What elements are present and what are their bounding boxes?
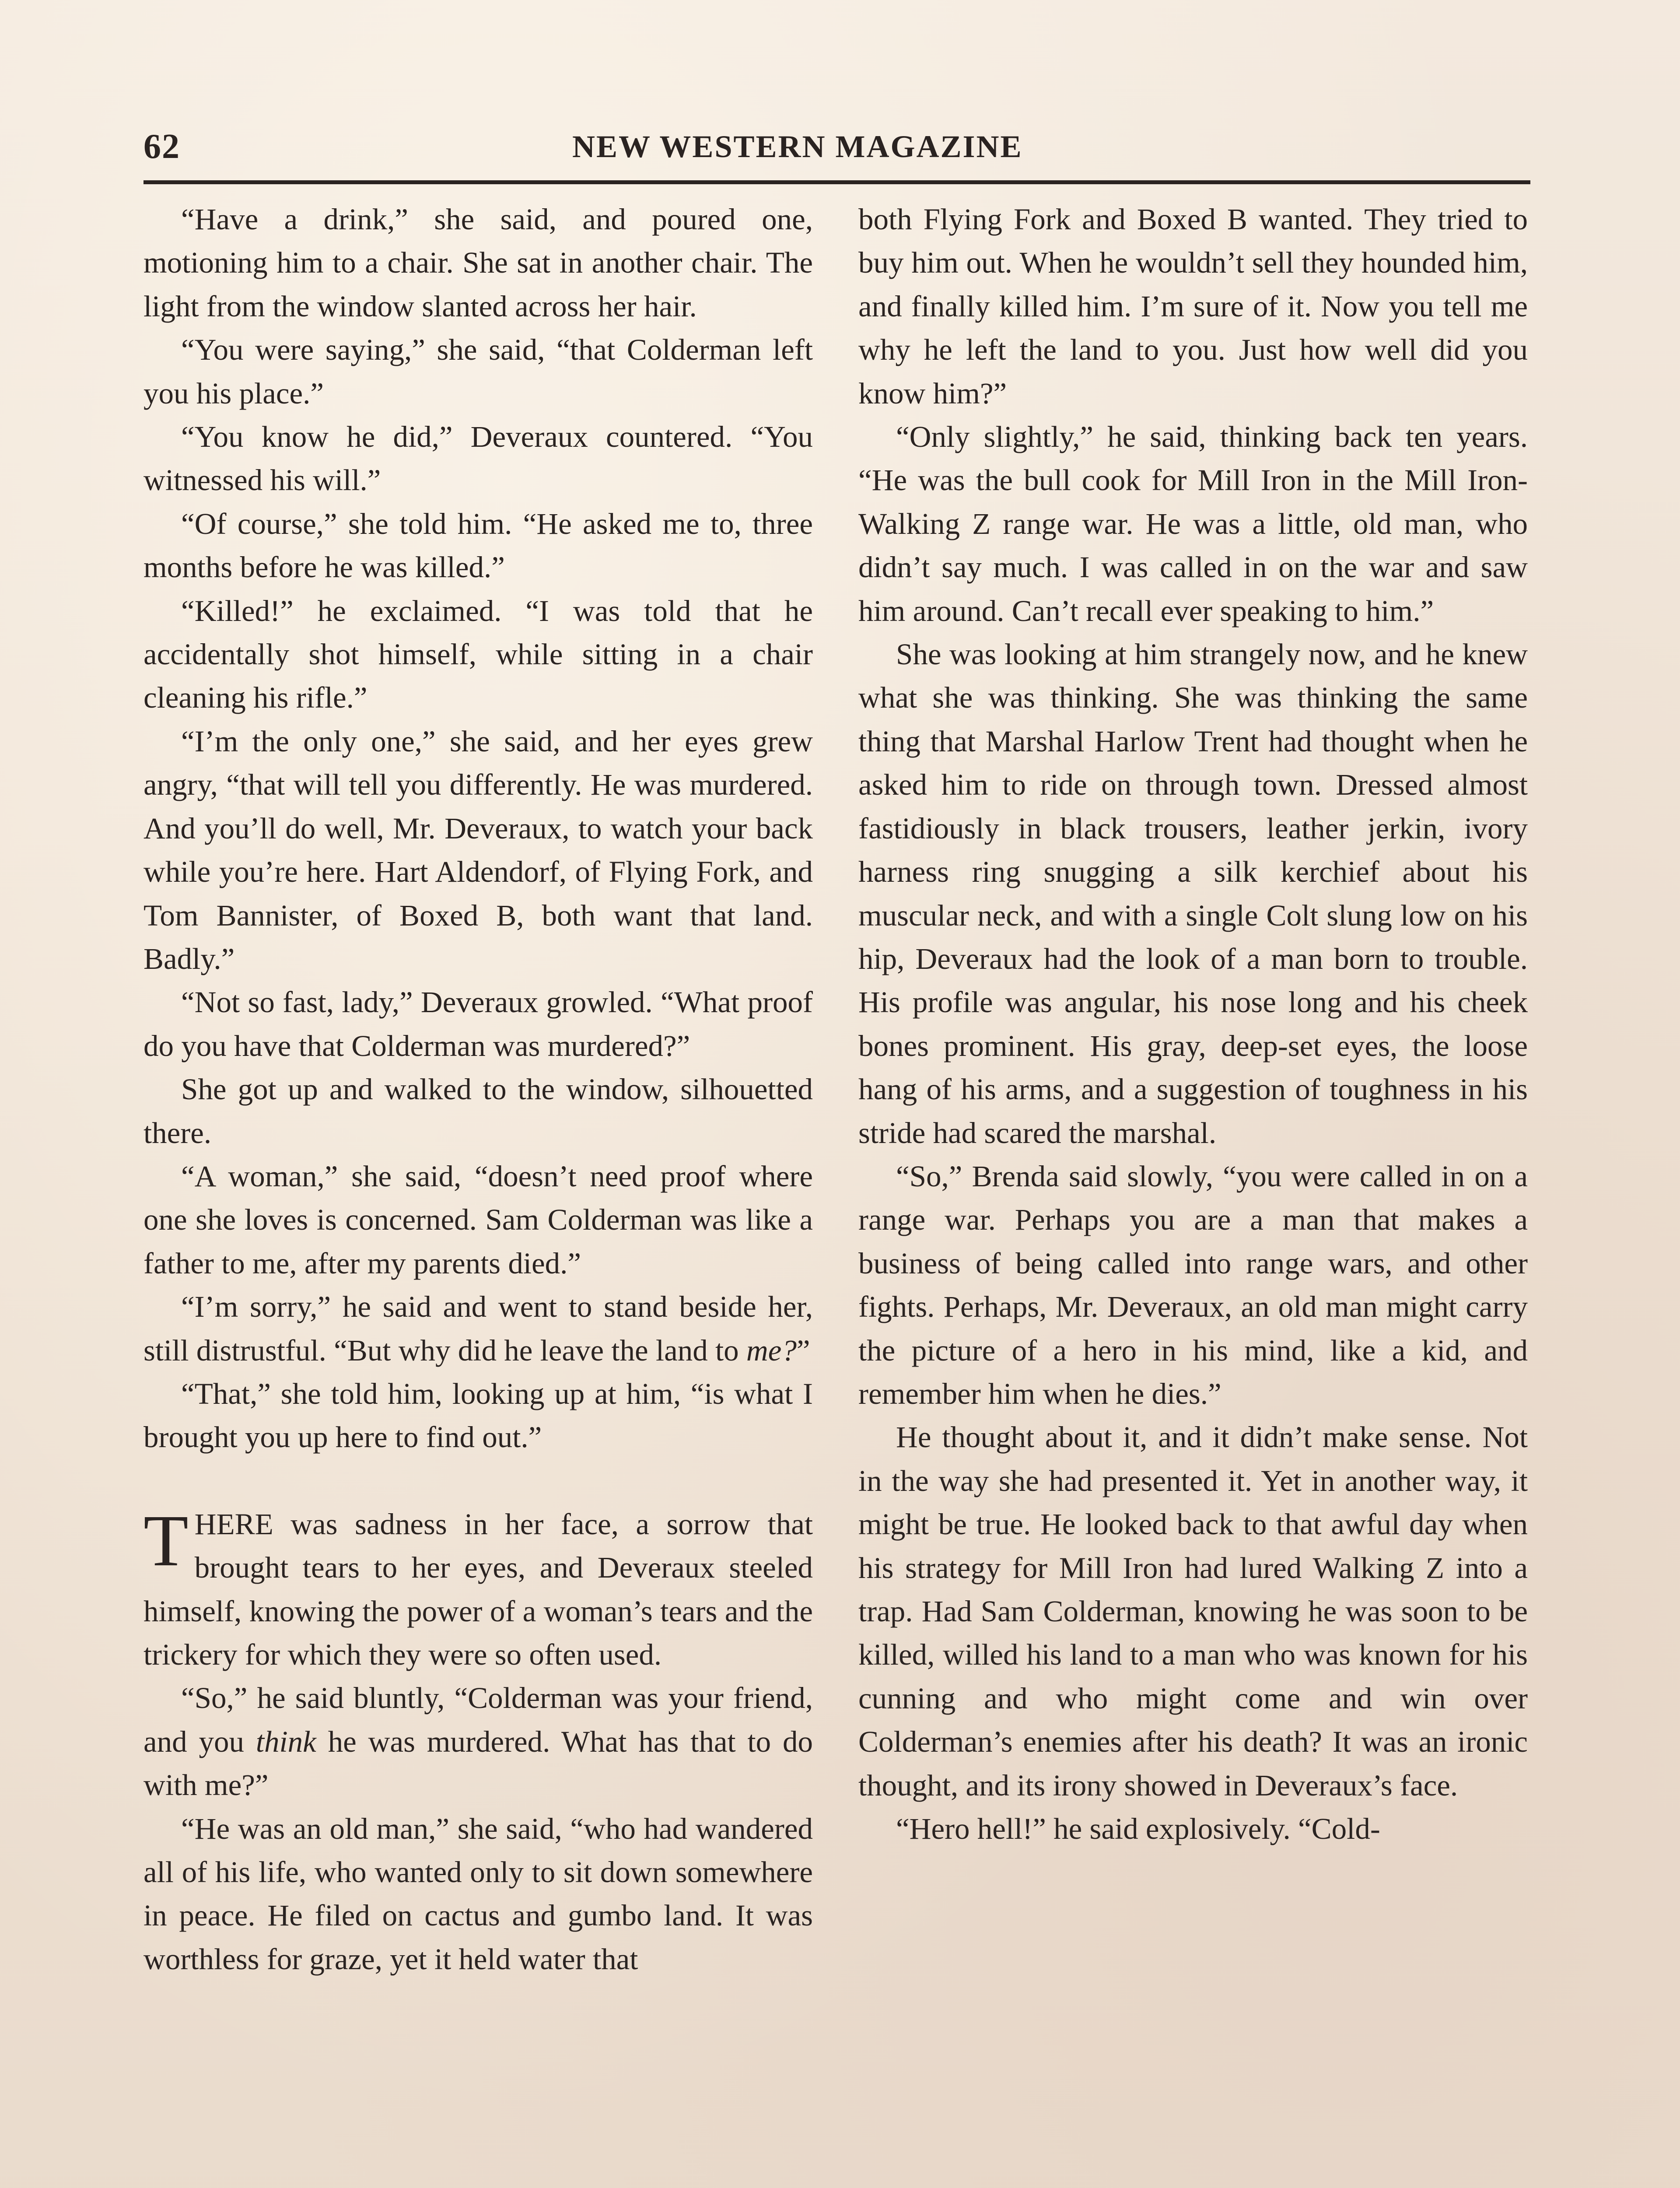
paragraph: “That,” she told him, looking up at him, “is what I brought you up here to find out.” bbox=[144, 1377, 813, 1454]
emphasis-text: me? bbox=[746, 1333, 797, 1367]
magazine-title: NEW WESTERN MAGAZINE bbox=[572, 129, 1023, 164]
paragraph bbox=[144, 1285, 813, 1372]
paragraph: “A woman,” she said, “doesn’t need proof where one she loves is concerned. Sam Colderman was like a father to me, after my parents died.” bbox=[144, 1159, 813, 1280]
paragraph: “Killed!” he exclaimed. “I was told that he accidentally shot himself, while sitting in a chair cleaning his rifle.” bbox=[144, 594, 813, 715]
paragraph bbox=[144, 1676, 813, 1807]
section-opening-paragraph bbox=[144, 1500, 813, 1677]
emphasis-text: think bbox=[256, 1725, 316, 1758]
drop-cap: T bbox=[144, 1500, 189, 1581]
paragraph: “Of course,” she told him. “He asked me to, three months before he was killed.” bbox=[144, 507, 813, 584]
paragraph: “You know he did,” Deveraux countered. “You witnessed his will.” bbox=[144, 420, 813, 497]
page-header bbox=[144, 127, 1530, 184]
page-number: 62 bbox=[144, 127, 180, 166]
text-run: HERE was sadness in her face, a sorrow that brought tears to her eyes, and Deveraux steeled himself, knowing the power of a woman’s tears and the trickery for which they were so often used. bbox=[144, 1507, 813, 1671]
header-rule bbox=[144, 180, 1530, 184]
paragraph: “Hero hell!” he said explosively. “Cold- bbox=[896, 1812, 1380, 1846]
text-run: “So,” he said bluntly, “Colderman was your friend, and you bbox=[144, 1681, 813, 1758]
text-run: “I’m sorry,” he said and went to stand beside her, still distrustful. “But why did he leave the land to bbox=[144, 1290, 813, 1367]
continued-paragraph: both Flying Fork and Boxed B wanted. They tried to buy him out. When he wouldn’t sell they hounded him, and finally killed him. I’m sure of it. Now you tell me why he left the land to you. Just how well did you know him?” bbox=[858, 203, 1528, 410]
paragraph: She was looking at him strangely now, and he knew what she was thinking. She was thinking the same thing that Marshal Harlow Trent had thought when he asked him to ride on through town. Dressed almost fastidiously in black trousers, leather jerkin, ivory harness ring snugging a silk kerchief about his muscular neck, and with a single Colt slung low on his hip, Deveraux had the look of a man born to trouble. His profile was angular, his nose long and his cheek bones prominent. His gray, deep-set eyes, the loose hang of his arms, and a suggestion of toughness in his stride had scared the marshal. bbox=[858, 638, 1528, 1150]
paragraph: “Have a drink,” she said, and poured one, motioning him to a chair. She sat in another chair. The light from the window slanted across her hair. bbox=[144, 203, 813, 323]
left-column bbox=[144, 198, 813, 2188]
paragraph: “I’m the only one,” she said, and her eyes grew angry, “that will tell you differently. He was murdered. And you’ll do well, Mr. Deveraux, to watch your back while you’re here. Hart Aldendorf, of Flying Fork, and Tom Bannister, of Boxed B, both want that land. Badly.” bbox=[144, 724, 813, 975]
right-column bbox=[858, 198, 1528, 2188]
paragraph: She got up and walked to the window, silhouetted there. bbox=[144, 1073, 813, 1150]
paragraph: “So,” Brenda said slowly, “you were called in on a range war. Perhaps you are a man that makes a business of being called into range wars, and other fights. Perhaps, Mr. Deveraux, an old man might carry the picture of a hero in his mind, like a kid, and remember him when he dies.” bbox=[858, 1159, 1528, 1410]
text-run: ” bbox=[796, 1333, 810, 1367]
paragraph: He thought about it, and it didn’t make sense. Not in the way she had presented it. Yet in another way, it might be true. He looked back to that awful day when his strategy for Mill Iron had lured Walking Z into a trap. Had Sam Colderman, knowing he was soon to be killed, willed his land to a man who was known for his cunning and who might come and win over Colderman’s enemies after his death? It was an ironic thought, and its irony showed in Deveraux’s face. bbox=[858, 1420, 1528, 1802]
paragraph: “Not so fast, lady,” Deveraux growled. “What proof do you have that Colderman was murdered?” bbox=[144, 985, 813, 1062]
paragraph: “Only slightly,” he said, thinking back ten years. “He was the bull cook for Mill Iron in the Mill Iron-Walking Z range war. He was a little, old man, who didn’t say much. I was called in on the war and saw him around. Can’t recall ever speaking to him.” bbox=[858, 420, 1528, 628]
paragraph: “You were saying,” she said, “that Colderman left you his place.” bbox=[144, 333, 813, 410]
paragraph: “He was an old man,” she said, “who had wandered all of his life, who wanted only to sit down somewhere in peace. He filed on cactus and gumbo land. It was worthless for graze, yet it held water that bbox=[144, 1812, 813, 1976]
text-run: he was murdered. What has that to do with me?” bbox=[144, 1725, 813, 1802]
